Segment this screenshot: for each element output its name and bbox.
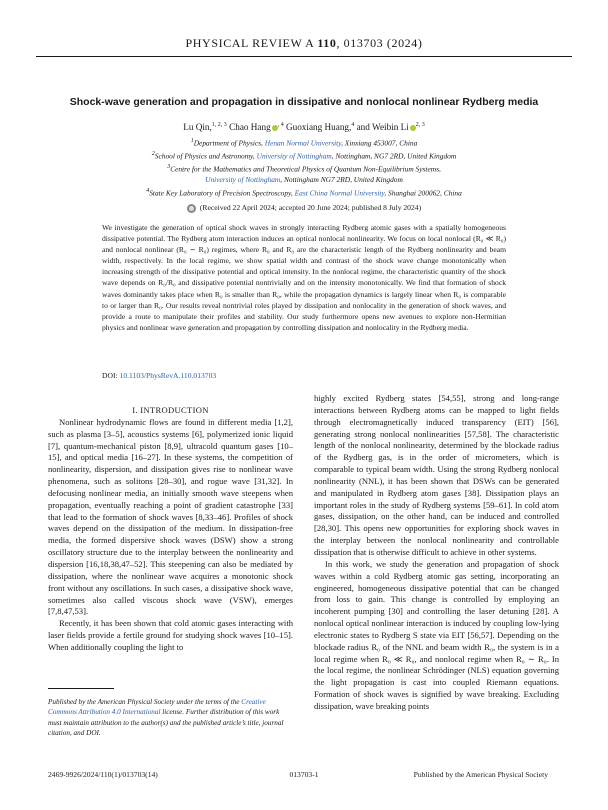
body-paragraph: Nonlinear hydrodynamic flows are found in different media [1,2], such as plasma [3–5], acoustics systems [6], polymerized ionic liquid [7], quantum-mechanical piston [8,9], ultracold quantum gases [10–15], and optical media [16–27]. In these systems, the competition of nonlinearity, dispersion, and dissipation gives rise to nonlinear wave phenomena, such as solitons [28–30], and rogue wave [31,32]. In defocusing nonlinear media, an initially smooth wave steepens when propagation, eventually reaching a point of gradient catastrophe [33] that lead to the formation of shock waves [8,33–46]. Profiles of shock waves depend on the dissipation of the medium. In dissipation-free media, the formed dispersive shock waves (DSW) show a strong oscillatory structure due to the interplay between the nonlinearity and dispersion [16,18,38,47–52]. This steepening can also be mediated by dissipation, where the nonlinear wave acquires a monotonic shock front without any oscillations. In such cases, a dissipative shock wave, sometimes also called viscous shock wave (VSW), emerges [7,8,47,53]. bbox=[48, 416, 293, 617]
author-list bbox=[36, 122, 572, 132]
affiliation: $^1$Department of Physics, Henan Normal University, Xinxiang 453007, China bbox=[190, 138, 418, 148]
body-paragraph: In this work, we study the generation and propagation of shock waves within a cold Rydberg atomic gas setting, incorporating an engineered, homogeneous dissipative potential that can be changed from loss to gain. This change is controlled by employing an incoherent pumping [30] and controlling the laser detuning [28]. A nonlocal optical nonlinear interaction is induced by coupling low-lying electronic states to Rydberg S state via EIT [56,57]. Depending on the blockade radius R₀ of the NNL and beam width R₀, the system is in a local regime when R₀ ≪ R₀, and nonlocal regime when R₀ ∼ R₀. In the local regime, the nonlinear Schrödinger (NLS) equation governing the light propagation is cast into coupled Riemann equations. Formation of shock waves is signified by wave breaking. Excluding dissipation, wave breaking points bbox=[314, 558, 559, 711]
license-footnote: Published by the American Physical Society under the terms of the Creative Commons Attribution 4.0 International license. Further distribution of this work must maintain attribution to the author(s) and the published article’s title, journal citation, and DOI. bbox=[48, 698, 284, 738]
journal-name: PHYSICAL REVIEW A bbox=[185, 36, 314, 50]
received-dates: (Received 22 April 2024; accepted 20 June 2024; published 8 July 2024) bbox=[36, 203, 572, 213]
article-title: Shock-wave generation and propagation in dissipative and nonlocal nonlinear Rydberg media bbox=[69, 96, 539, 108]
section-heading: I. INTRODUCTION bbox=[132, 405, 209, 415]
affiliation: University of Nottingham, Nottingham NG7 2RD, United Kingdom bbox=[205, 175, 403, 185]
doi-link[interactable]: 10.1103/PhysRevA.110.013703 bbox=[119, 371, 217, 380]
journal-article-number: , 013703 (2024) bbox=[336, 36, 423, 50]
right-column bbox=[314, 393, 559, 713]
affiliation-link[interactable]: East China Normal University bbox=[294, 188, 385, 198]
journal-header bbox=[0, 36, 608, 51]
affiliation: $^2$School of Physics and Astronomy, University of Nottingham, Nottingham, NG7 2RD, United Kingdom bbox=[151, 151, 457, 161]
affiliation: $^3$Centre for the Mathematics and Theoretical Physics of Quantum Non-Equilibrium Systems, bbox=[167, 164, 441, 174]
author[interactable]: Guoxiang Huang,$^4$ bbox=[285, 122, 355, 133]
affiliation-link[interactable]: University of Nottingham bbox=[256, 151, 332, 161]
journal-volume: 110 bbox=[317, 36, 337, 50]
author[interactable]: and Weibin Li $^{2, 3}$ bbox=[356, 122, 425, 133]
body-paragraph: Recently, it has been shown that cold atomic gases interacting with laser fields provide a fertile ground for studying shock waves [10–15]. When additionally coupling the light to bbox=[48, 618, 293, 652]
doi-line: DOI: 10.1103/PhysRevA.110.013703 bbox=[102, 371, 217, 380]
issn-code: 2469-9926/2024/110(1)/013703(14) bbox=[48, 770, 158, 779]
affiliation-link[interactable]: Henan Normal University bbox=[264, 138, 342, 148]
footnote-rule bbox=[48, 688, 114, 689]
author[interactable]: Chao Hang $^{, 4}$ bbox=[229, 122, 284, 133]
author[interactable]: Lu Qin,$^{1, 2, 3}$ bbox=[183, 122, 227, 133]
publisher-note: Published by the American Physical Society bbox=[413, 770, 548, 779]
affiliation: $^4$State Key Laboratory of Precision Spectroscopy, East China Normal University, Shanghai 200062, China bbox=[146, 187, 462, 198]
check-for-updates-icon[interactable] bbox=[187, 204, 196, 213]
header-rule bbox=[36, 56, 572, 57]
left-column bbox=[48, 405, 293, 654]
page-number: 013703-1 bbox=[289, 770, 319, 779]
affiliation-link[interactable]: University of Nottingham bbox=[205, 175, 281, 185]
license-link[interactable]: Creative Commons Attribution 4.0 International bbox=[48, 698, 266, 717]
affiliations bbox=[36, 136, 572, 199]
abstract: We investigate the generation of optical shock waves in strongly interacting Rydberg atomic gases with a spatially homogeneous dissipative potential. The Rydberg atom interaction induces an optical nonlocal nonlinearity. We focus on local nonlocal (R₀ ≪ R₀) and nonlocal nonlinear (R₀ ∼ R₀) regimes, where R₀ and R₀ are the characteristic length of the Rydberg nonlinearity and beam width, respectively. In the local regime, we show spatial width and contrast of the shock wave change monotonically when increasing strength of the dissipative potential and optical intensity. In the nonlocal regime, the characteristic quantity of the shock wave depends on R₀/R₀ and dissipative potential nontrivially and on the intensity monotonically. We find that formation of shock waves dominantly takes place when R₀ is smaller than R₀, while the propagation dynamics is largely linear when R₀ is comparable to or larger than R₀. Our results reveal nontrivial roles played by dissipation and nonlocality in the generation of shock waves, and provide a route to manipulate their profiles and stability. Our study furthermore opens new avenues to explore non-Hermitian physics and nonlinear wave generation and propagation by controlling dissipation and nonlocality in the Rydberg media. bbox=[102, 223, 506, 332]
body-paragraph: highly excited Rydberg states [54,55], strong and long-range interactions between Rydberg atoms can be mapped to light fields through electromagnetically induced transparency (EIT) [56], generating strong nonlocal nonlinearities [57,58]. The characteristic length of the nonlocal nonlinearity, determined by the blockade radius of the Rydberg gas, is in the order of micrometers, which is comparable to typical beam width. Using the strong Rydberg nonlocal nonlinearity (NNL), it has been shown that DSWs can be generated and manipulated in Rydberg atom gases [38]. Dissipation plays an important roles in the study of Rydberg systems [59–61]. In cold atom gases, dissipation, on the other hand, can be induced and controlled [28,30]. This opens new opportunities for exploring shock waves in the interplay between the nonlocal nonlinearity and controllable dissipation that is otherwise difficult to achieve in other systems. bbox=[314, 393, 559, 557]
